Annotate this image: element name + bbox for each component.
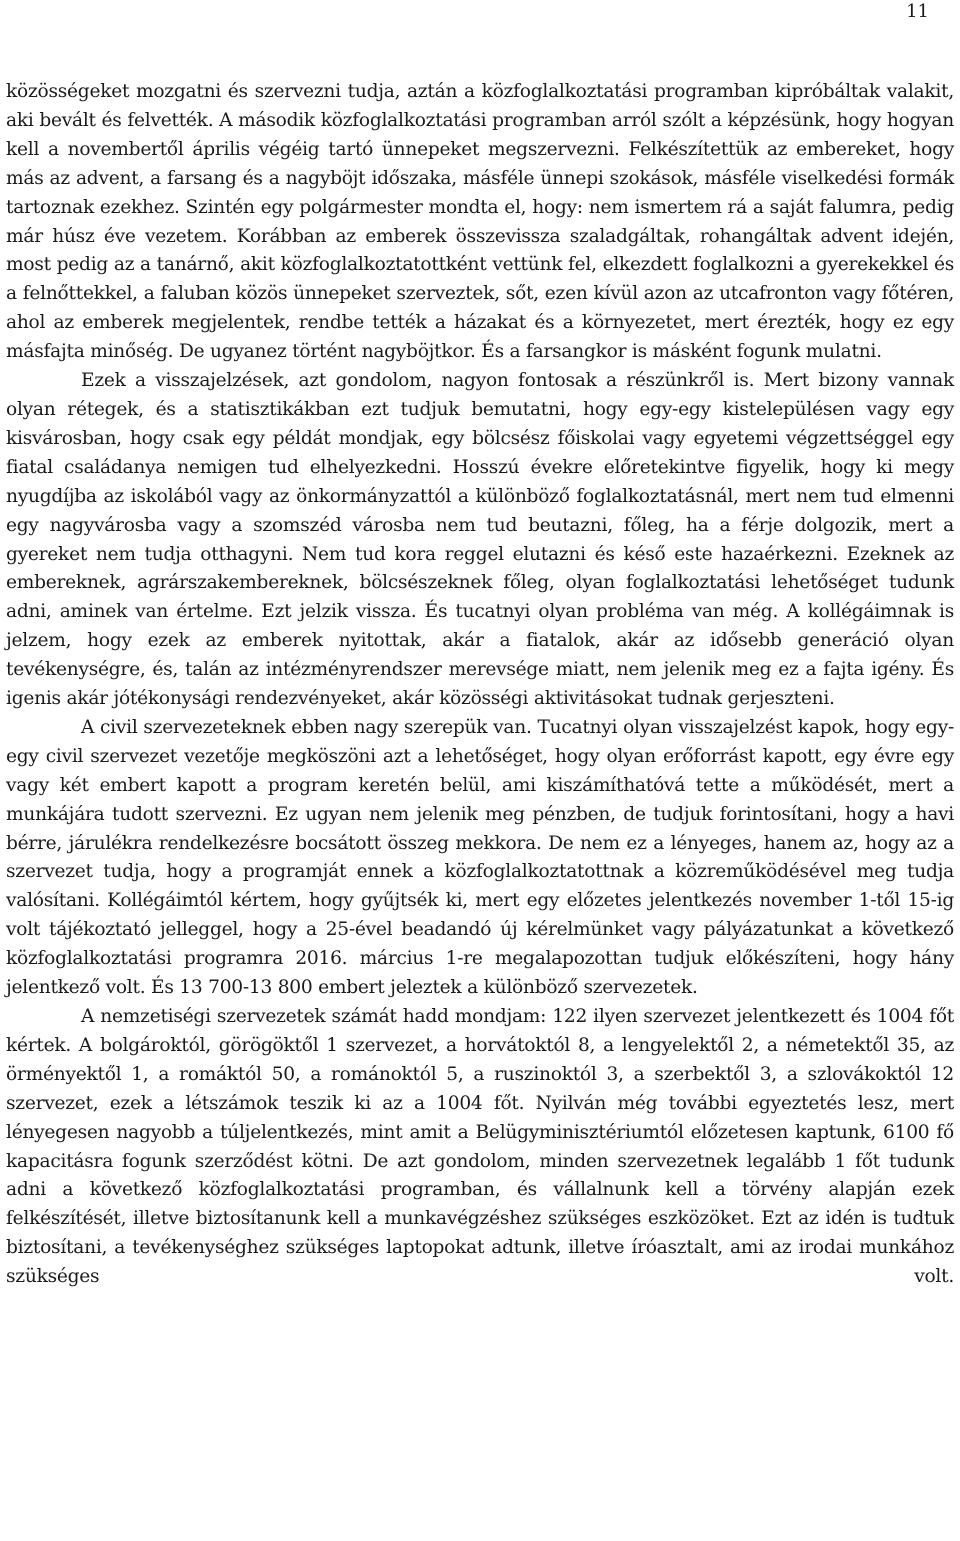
paragraph-3: A civil szervezeteknek ebben nagy szerepük van. Tucatnyi olyan visszajelzést kapok, hogy egy-egy civil szervezet vezetője megköszöni azt a lehetőséget, hogy olyan erőforrást kapott, egy évre egy vagy két embert kapott a program keretén belül, ami kiszámíthatóvá tette a működését, mert a munkájára tudott szervezni. Ez ugyan nem jelenik meg pénzben, de tudjuk forintosítani, hogy a havi bérre, járulékra rendelkezésre bocsátott összeg mekkora. De nem ez a lényeges, hanem az, hogy az a szervezet tudja, hogy a programját ennek a közfoglalkoztatottnak a közreműködésével meg tudja valósítani. Kollégáimtól kértem, hogy gyűjtsék ki, mert egy előzetes jelentkezés november 1-től 15-ig volt tájékoztató jelleggel, hogy a 25-ével beadandó új kérelmünket vagy pályázatunkat a következő közfoglalkoztatási programra 2016. március 1-re megalapozottan tudjuk előkészíteni, hogy hány jelentkező volt. És 13 700-13 800 embert jeleztek a különböző szervezetek. [6,716,954,999]
paragraph-4: A nemzetiségi szervezetek számát hadd mondjam: 122 ilyen szervezet jelentkezett és 1004 főt kértek. A bolgároktól, görögöktől 1 szervezet, a horvátoktól 8, a lengyelektől 2, a németektől 35, az örményektől 1, a romáktól 50, a románoktól 5, a ruszinoktól 3, a szerbektől 3, a szlovákoktól 12 szervezet, ezek a létszámok teszik ki az a 1004 főt. Nyilván még további egyeztetés lesz, mert lényegesen nagyobb a túljelentkezés, mint amit a Belügyminisztériumtól előzetesen kaptunk, 6100 fő kapacitásra fogunk szerződést kötni. De azt gondolom, minden szervezetnek legalább 1 főt tudunk adni a következő közfoglalkoztatási programban, és vállalnunk kell a törvény alapján ezek felkészítését, illetve biztosítanunk kell a munkavégzéshez szükséges eszközöket. Ezt az idén is tudtuk biztosítani, a tevékenységhez szükséges laptopokat adtunk, illetve íróasztalt, ami az irodai munkához szükséges volt. [6,1006,954,1288]
page-number: 11 [906,1,929,22]
paragraph-2: Ezek a visszajelzések, azt gondolom, nagyon fontosak a részünkről is. Mert bizony vannak olyan rétegek, és a statisztikákban ezt tudjuk bemutatni, hogy egy-egy kistelepülésen vagy egy kisvárosban, hogy csak egy példát mondjak, egy bölcsész főiskolai vagy egyetemi végzettséggel egy fiatal családanya nemigen tud elhelyezkedni. Hosszú évekre előretekintve figyelik, hogy ki megy nyugdíjba az iskolából vagy az önkormányzattól a különböző foglalkoztatásnál, mert nem tud elmenni egy nagyvárosba vagy a szomszéd városba nem tud beutazni, főleg, ha a férje dolgozik, mert a gyereket nem tudja otthagyni. Nem tud kora reggel elutazni és késő este hazaérkezni. Ezeknek az embereknek, agrárszakembereknek, bölcsészeknek főleg, olyan foglalkoztatási lehetőséget tudunk adni, aminek van értelme. Ezt jelzik vissza. És tucatnyi olyan probléma van még. A kollégáimnak is jelzem, hogy ezek az emberek nyitottak, akár a fiatalok, akár az idősebb generáció olyan tevékenységre, és, talán az intézményrendszer merevsége miatt, nem jelenik meg ez a fajta igény. És igenis akár jótékonysági rendezvényeket, akár közösségi aktivitásokat tudnak gerjeszteni. [6,370,954,710]
body-text [6,78,954,1292]
paragraph-1: közösségeket mozgatni és szervezni tudja, aztán a közfoglalkoztatási programban kipróbáltak valakit, aki bevált és felvették. A második közfoglalkoztatási programban arról szólt a képzésünk, hogy hogyan kell a novembertől április végéig tartó ünnepeket megszervezni. Felkészítettük az embereket, hogy más az advent, a farsang és a nagyböjt időszaka, másféle ünnepi szokások, másféle viselkedési formák tartoznak ezekhez. Szintén egy polgármester mondta el, hogy: nem ismertem rá a saját falumra, pedig már húsz éve vezetem. Korábban az emberek összevissza szaladgáltak, rohangáltak advent idején, most pedig az a tanárnő, akit közfoglalkoztatottként vettünk fel, elkezdett foglalkozni a gyerekekkel és a felnőttekkel, a faluban közös ünnepeket szerveztek, sőt, ezen kívül azon az utcafronton vagy főtéren, ahol az emberek megjelentek, rendbe tették a házakat és a környezetet, mert érezték, hogy ez egy másfajta minőség. De ugyanez történt nagyböjtkor. És a farsangkor is másként fogunk mulatni. [6,81,954,363]
